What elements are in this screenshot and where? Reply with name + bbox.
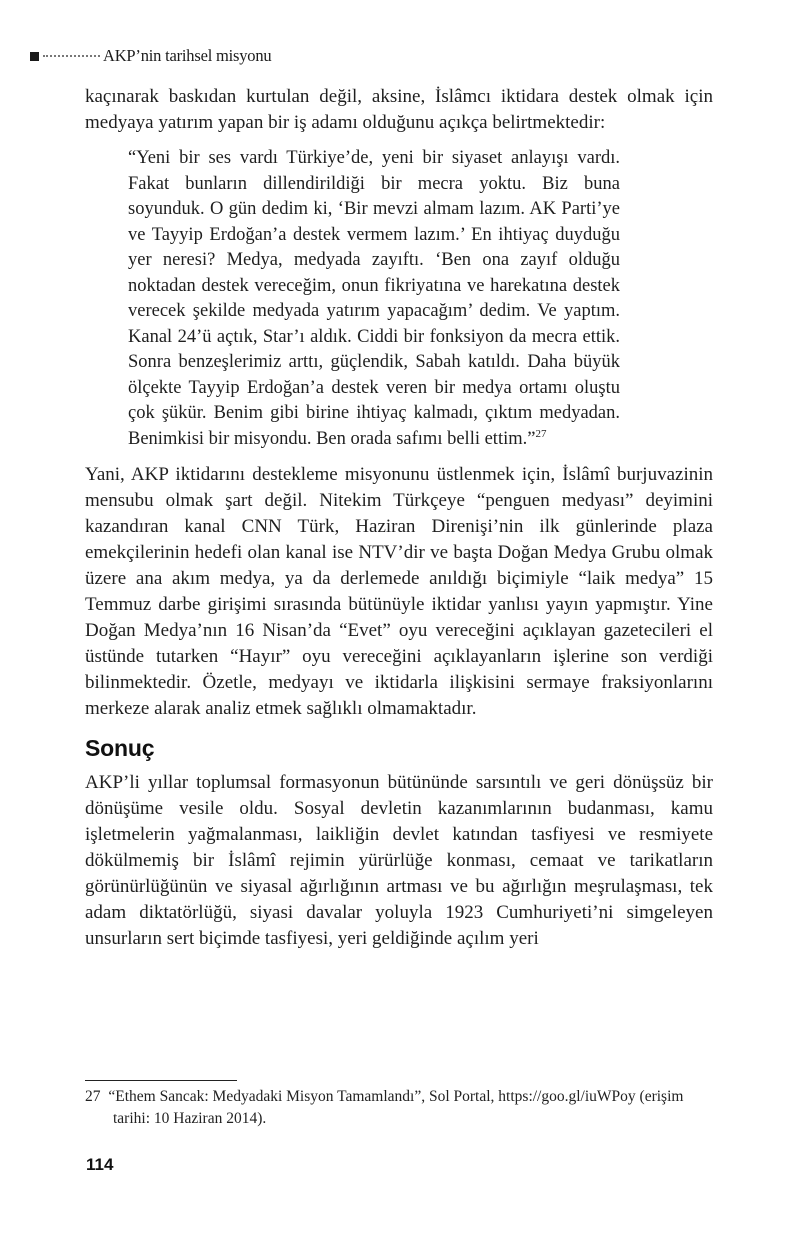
header-dotted-rule — [43, 55, 100, 57]
section-heading-sonuc: Sonuç — [85, 735, 155, 761]
paragraph-conclusion: AKP’li yıllar toplumsal formasyonun bütününde sarsıntılı ve geri dönüşsüz bir dönüşüme vesile oldu. Sosyal devletin kazanımlarının budanması, kamu işletmelerin yağmalanması, laikliğin devlet katından tasfiyesi ve resmiyete dökülmemiş bir İslâmî rejimin yürürlüğe konması, cemaat ve tarikatların görünürlüğünün ve siyasal ağırlığının artması ve bu ağırlığın meşrulaşması, tek adam diktatörlüğü, siyasi davalar yoluyla 1923 Cumhuriyeti’ni simgeleyen unsurların sert biçimde tasfiyesi, yeri geldiğinde açılım yeri — [85, 772, 713, 949]
footnote — [85, 1086, 713, 1130]
running-header-title: AKP’nin tarihsel misyonu — [103, 46, 272, 65]
footnote-reference: 27 — [535, 427, 547, 440]
footnote-block — [85, 1080, 713, 1130]
paragraph-intro: kaçınarak baskıdan kurtulan değil, aksine, İslâmcı iktidara destek olmak için medyaya yatırım yapan bir iş adamı olduğunu açıkça belirtmektedir: — [85, 86, 713, 133]
blockquote — [128, 146, 620, 452]
running-header — [30, 46, 713, 66]
footnote-text: “Ethem Sancak: Medyadaki Misyon Tamamlandı”, Sol Portal, https://goo.gl/iuWPoy (erişim tarihi: 10 Haziran 2014). — [108, 1088, 684, 1127]
paragraph-analysis: Yani, AKP iktidarını destekleme misyonunu üstlenmek için, İslâmî burjuvazinin mensubu olmak şart değil. Nitekim Türkçeye “penguen medyası” deyimini kazandıran kanal CNN Türk, Haziran Direnişi’nin ilk günlerinde plaza emekçilerinin hedefi olan kanal ise NTV’dir ve başta Doğan Medya Grubu olmak üzere ana akım medya, ya da derlemede anıldığı biçimiyle “laik medya” 15 Temmuz darbe girişimi sırasında bütünüyle iktidar yanlısı yayın yapmıştır. Yine Doğan Medya’nın 16 Nisan’da “Evet” oyu vereceğini açıklayan gazetecileri el üstünde tutarken “Hayır” oyu vereceğini açıklayanların işlerine son verdiği bilinmektedir. Özetle, medyayı ve iktidarla ilişkisini sermaye fraksiyonlarını merkeze alarak analiz etmek sağlıklı olmamaktadır. — [85, 464, 713, 719]
footnote-number: 27 — [85, 1088, 105, 1105]
blockquote-text: “Yeni bir ses vardı Türkiye’de, yeni bir siyaset anlayışı vardı. Fakat bunların dillendirildiği bir mecra yoktu. Biz buna soyunduk. O gün dedim ki, ‘Bir mevzi almam lazım. AK Parti’ye ve Tayyip Erdoğan’a destek vermem lazım.’ En ihtiyaç duyduğu yer neresi? Medya, medyada zayıftı. ‘Ben ona zayıf olduğu noktadan destek vereceğim, onun fikriyatına ve harekatına destek verecek şekilde medyada yatırım yapacağım’ dedim. Ve yaptım. Kanal 24’ü açtık, Star’ı aldık. Ciddi bir fonksiyon da mecra ettik. Sonra benzeşlerimiz arttı, güçlendik, Sabah katıldı. Daha büyük ölçekte Tayyip Erdoğan’a destek veren bir medya ortamı oluştu çok şükür. Benim gibi birine ihtiyaç kalmadı, çıktım medyadan. Benimkisi bir misyondu. Ben orada safımı belli ettim.” — [128, 148, 620, 449]
page-body — [85, 84, 713, 952]
header-square-icon — [30, 52, 39, 61]
page-number: 114 — [86, 1155, 114, 1174]
footnote-separator-rule — [85, 1080, 237, 1081]
